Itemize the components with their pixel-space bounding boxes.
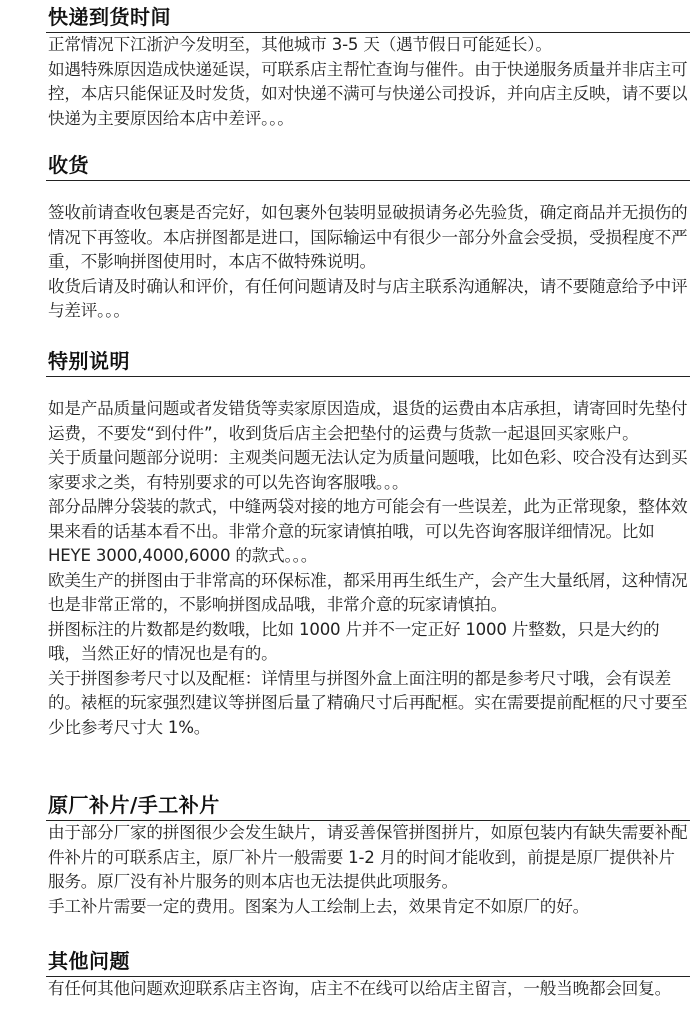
section-delivery-time bbox=[46, 4, 690, 131]
paragraph: 如是产品质量问题或者发错货等卖家原因造成，退货的运费由本店承担，请寄回时先垫付运费，不要发“到付件”，收到货后店主会把垫付的运费与货款一起退回买家账户。 bbox=[48, 399, 688, 443]
paragraph: 如遇特殊原因造成快递延误，可联系店主帮忙查询与催件。由于快递服务质量并非店主可控，本店只能保证及时发货，如对快递不满可与快递公司投诉，并向店主反映，请不要以快递为主要原因给本店中差评。。。 bbox=[48, 59, 688, 128]
section-title: 原厂补片/手工补片 bbox=[48, 793, 220, 817]
section-receiving bbox=[46, 152, 690, 324]
section-special-notes bbox=[46, 348, 690, 740]
paragraph: 手工补片需要一定的费用。图案为人工绘制上去，效果肯定不如原厂的好。 bbox=[48, 896, 589, 916]
paragraph: 正常情况下江浙沪今发明至，其他城市 3-5 天（遇节假日可能延长）。 bbox=[48, 35, 552, 54]
section-title: 特别说明 bbox=[48, 349, 130, 373]
section-other-questions bbox=[46, 948, 690, 1002]
paragraph: 拼图标注的片数都是约数哦，比如 1000 片并不一定正好 1000 片整数，只是大约的哦，当然正好的情况也是有的。 bbox=[48, 619, 660, 663]
paragraph: 部分品牌分袋装的款式，中缝两袋对接的地方可能会有一些误差，此为正常现象，整体效果来看的话基本看不出。非常介意的玩家请慎拍哦，可以先咨询客服详细情况。比如 HEYE 3000,4000,6000 的款式。。。 bbox=[48, 497, 688, 565]
paragraph: 由于部分厂家的拼图很少会发生缺片，请妥善保管拼图拼片，如原包装内有缺失需要补配件补片的可联系店主，原厂补片一般需要 1-2 月的时间才能收到，前提是原厂提供补片服务。原厂没有补片服务的则本店也无法提供此项服务。 bbox=[48, 823, 688, 891]
paragraph: 关于拼图参考尺寸以及配框：详情里与拼图外盒上面注明的都是参考尺寸哦，会有误差的。裱框的玩家强烈建议等拼图后量了精确尺寸后再配框。实在需要提前配框的尺寸要至少比参考尺寸大 1%。 bbox=[48, 668, 688, 737]
paragraph: 有任何其他问题欢迎联系店主咨询，店主不在线可以给店主留言，一般当晚都会回复。 bbox=[48, 979, 671, 998]
section-title: 收货 bbox=[48, 153, 89, 177]
paragraph: 收货后请及时确认和评价，有任何问题请及时与店主联系沟通解决，请不要随意给予中评与差评。。。 bbox=[48, 276, 688, 320]
paragraph: 关于质量问题部分说明：主观类问题无法认定为质量问题哦，比如色彩、咬合没有达到买家要求之类，有特别要求的可以先咨询客服哦。。。 bbox=[48, 448, 688, 492]
section-replacement-pieces bbox=[46, 792, 690, 919]
section-title: 快递到货时间 bbox=[48, 5, 171, 29]
paragraph: 签收前请查收包裹是否完好，如包裹外包装明显破损请务必先验货，确定商品并无损伤的情况下再签收。本店拼图都是进口，国际输运中有很少一部分外盒会受损，受损程度不严重，不影响拼图使用时，本店不做特殊说明。 bbox=[48, 203, 688, 271]
section-title: 其他问题 bbox=[48, 949, 130, 973]
paragraph: 欧美生产的拼图由于非常高的环保标准，都采用再生纸生产，会产生大量纸屑，这种情况也是非常正常的，不影响拼图成品哦，非常介意的玩家请慎拍。 bbox=[48, 570, 688, 614]
